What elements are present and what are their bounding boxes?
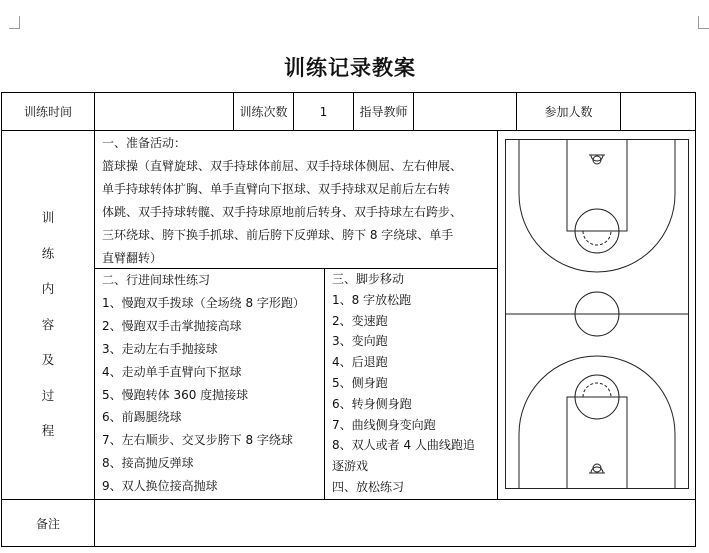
drill-line: 二、行进间球性练习 — [102, 273, 211, 287]
warmup-line: 一、准备活动： — [102, 136, 187, 150]
footwork-line: 3、变向跑 — [332, 334, 388, 349]
footwork-section — [332, 269, 494, 498]
label-char: 训 — [41, 210, 55, 225]
footwork-line: 三、脚步移动 — [332, 272, 405, 286]
label-char: 及 — [41, 352, 55, 367]
footwork-line: 7、曲线侧身变向跑 — [332, 417, 436, 432]
remarks-field[interactable] — [95, 500, 695, 546]
footwork-line: 1、8 字放松跑 — [332, 292, 412, 307]
drill-line: 6、前踢腿绕球 — [102, 410, 182, 425]
count-value-field[interactable]: 1 — [319, 104, 328, 119]
ball-drills-section — [102, 269, 322, 498]
coach-label: 指导教师 — [359, 105, 408, 119]
footwork-line: 逐游戏 — [332, 459, 369, 474]
coach-value-field[interactable] — [414, 93, 516, 130]
basketball-court-icon — [505, 139, 689, 489]
warmup-line: 直臂翻转） — [102, 251, 163, 265]
warmup-line: 单手持球转体扩胸、单手直臂向下抠球、双手持球双足前后左右转 — [102, 182, 451, 196]
drill-line: 9、双人换位接高抛球 — [102, 479, 218, 494]
footwork-line: 四、放松练习 — [332, 479, 405, 494]
participants-value-field[interactable] — [621, 93, 695, 130]
drill-line: 5、慢跑转体 360 度抛接球 — [102, 387, 249, 402]
label-char: 练 — [41, 245, 55, 261]
content-process-label — [40, 200, 56, 449]
page-title: 训练记录教案 — [284, 56, 416, 80]
remarks-label: 备注 — [35, 516, 60, 531]
footwork-line: 6、转身侧身跑 — [332, 396, 412, 411]
footwork-line: 5、侧身跑 — [332, 375, 388, 390]
warmup-section — [102, 132, 494, 270]
label-char: 过 — [41, 387, 55, 403]
label-char: 内 — [41, 281, 55, 296]
time-value-field[interactable] — [95, 93, 233, 130]
footwork-line: 4、后退跑 — [332, 355, 388, 370]
drill-line: 4、走动单手直臂向下抠球 — [102, 364, 242, 379]
warmup-line: 篮球操（直臂旋球、双手持球体前屈、双手持球体侧屈、左右伸展、 — [102, 159, 463, 173]
count-label: 训练次数 — [239, 105, 288, 119]
participants-label: 参加人数 — [544, 105, 593, 119]
label-char: 容 — [41, 316, 55, 332]
drill-line: 1、慢跑双手拨球（全场绕 8 字形跑） — [102, 295, 305, 310]
time-label: 训练时间 — [23, 105, 72, 119]
warmup-line: 体跳、双手持球转髋、双手持球原地前后转身、双手持球左右跨步、 — [102, 205, 463, 219]
label-char: 程 — [41, 423, 55, 438]
warmup-line: 三环绕球、胯下换手抓球、前后胯下反弹球、胯下 8 字绕球、单手 — [102, 228, 454, 242]
drill-line: 7、左右顺步、交叉步胯下 8 字绕球 — [102, 433, 293, 448]
footwork-line: 2、变速跑 — [332, 313, 388, 328]
footwork-line: 8、双人或者 4 人曲线跑追 — [332, 438, 475, 453]
drill-line: 2、慢跑双手击掌抛接高球 — [102, 318, 242, 333]
drill-line: 3、走动左右手抛接球 — [102, 341, 218, 356]
drill-line: 8、接高抛反弹球 — [102, 456, 194, 471]
